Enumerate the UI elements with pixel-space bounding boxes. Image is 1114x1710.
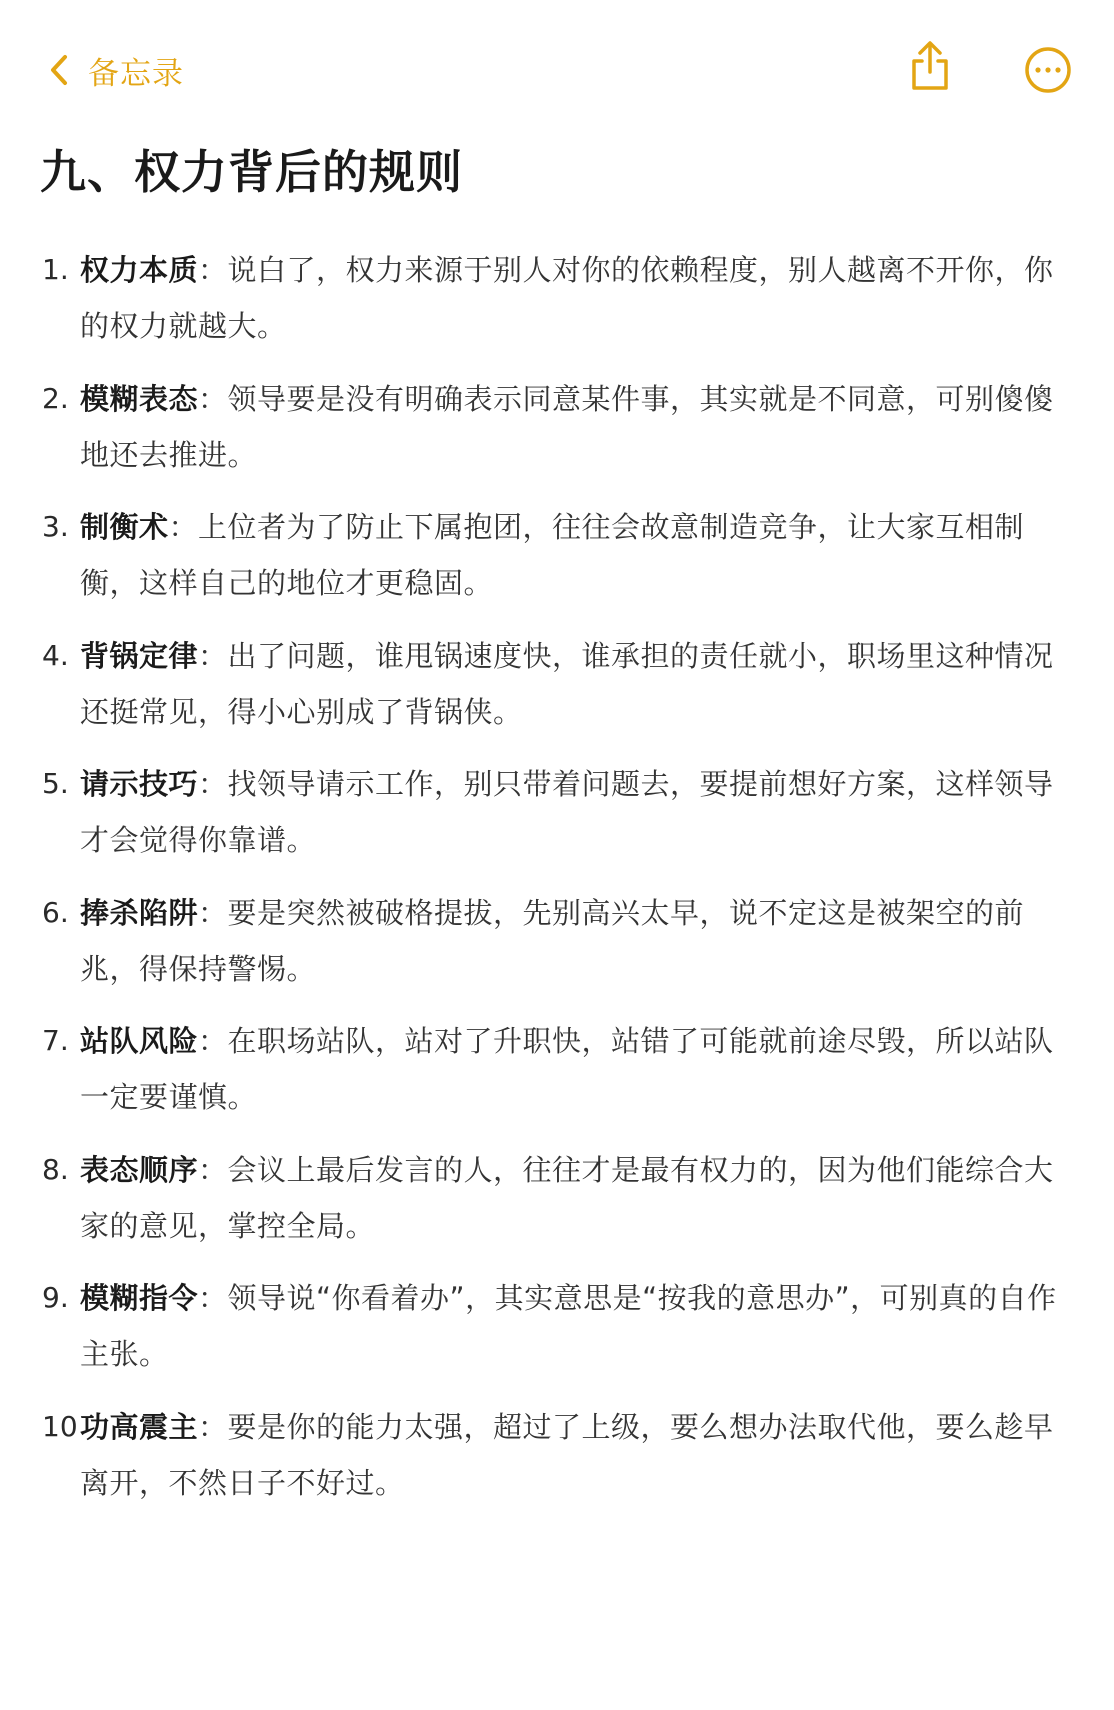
item-term: 制衡术 bbox=[80, 510, 169, 544]
item-number: 6. bbox=[42, 895, 69, 929]
rules-list bbox=[0, 236, 1114, 1521]
list-item bbox=[0, 236, 1114, 365]
item-term: 背锅定律 bbox=[80, 638, 199, 673]
back-label: 备忘录 bbox=[88, 55, 184, 92]
item-number: 9. bbox=[42, 1281, 69, 1314]
item-text: 模糊表态：领导要是没有明确表示同意某件事，其实就是不同意，可别傻傻地还去推进。 bbox=[80, 381, 1054, 472]
note-title: 九、权力背后的规则 bbox=[40, 145, 463, 199]
navigation-bar bbox=[0, 0, 1114, 140]
item-term: 模糊指令 bbox=[80, 1281, 199, 1315]
back-button[interactable] bbox=[48, 44, 184, 96]
chevron-left-icon bbox=[48, 53, 70, 87]
item-text: 请示技巧：找领导请示工作，别只带着问题去，要提前想好方案，这样领导才会觉得你靠谱。 bbox=[80, 767, 1054, 857]
item-term: 模糊表态 bbox=[80, 381, 199, 416]
item-term: 表态顺序 bbox=[80, 1152, 199, 1187]
item-term: 站队风险 bbox=[80, 1024, 199, 1058]
item-description: 说白了，权力来源于别人对你的依赖程度，别人越离不开你，你的权力就越大。 bbox=[80, 253, 1054, 343]
item-text: 功高震主：要是你的能力太强，超过了上级，要么想办法取代他，要么趁早离开，不然日子不好过。 bbox=[80, 1409, 1054, 1500]
item-number: 4. bbox=[42, 638, 69, 672]
item-description: 出了问题，谁甩锅速度快，谁承担的责任就小，职场里这种情况还挺常见，得小心别成了背锅侠。 bbox=[80, 638, 1054, 729]
item-term: 捧杀陷阱 bbox=[80, 895, 199, 930]
item-number: 3. bbox=[42, 510, 69, 543]
item-description: 领导说“你看着办”，其实意思是“按我的意思办”，可别真的自作主张。 bbox=[80, 1281, 1057, 1371]
item-description: 会议上最后发言的人，往往才是最有权力的，因为他们能综合大家的意见，掌控全局。 bbox=[80, 1152, 1054, 1243]
list-item bbox=[0, 750, 1114, 879]
item-term: 功高震主 bbox=[80, 1409, 199, 1444]
item-number: 8. bbox=[42, 1152, 69, 1186]
item-description: 找领导请示工作，别只带着问题去，要提前想好方案，这样领导才会觉得你靠谱。 bbox=[80, 767, 1054, 857]
more-icon[interactable] bbox=[1024, 46, 1072, 94]
item-description: 领导要是没有明确表示同意某件事，其实就是不同意，可别傻傻地还去推进。 bbox=[80, 381, 1054, 472]
list-item bbox=[0, 1264, 1114, 1393]
item-text: 权力本质：说白了，权力来源于别人对你的依赖程度，别人越离不开你，你的权力就越大。 bbox=[80, 253, 1054, 343]
list-item bbox=[0, 622, 1114, 751]
item-number: 7. bbox=[42, 1024, 69, 1057]
item-number: 10 bbox=[42, 1409, 78, 1443]
list-item bbox=[0, 1393, 1114, 1522]
list-item bbox=[0, 365, 1114, 494]
item-number: 5. bbox=[42, 767, 69, 800]
item-text: 制衡术：上位者为了防止下属抱团，往往会故意制造竞争，让大家互相制衡，这样自己的地位才更稳固。 bbox=[80, 510, 1025, 600]
item-description: 要是你的能力太强，超过了上级，要么想办法取代他，要么趁早离开，不然日子不好过。 bbox=[80, 1409, 1054, 1500]
item-number: 2. bbox=[42, 381, 69, 415]
item-text: 捧杀陷阱：要是突然被破格提拔，先别高兴太早，说不定这是被架空的前兆，得保持警惕。 bbox=[80, 895, 1025, 986]
item-term: 请示技巧 bbox=[80, 767, 199, 801]
item-number: 1. bbox=[42, 253, 69, 286]
item-description: 在职场站队，站对了升职快，站错了可能就前途尽毁，所以站队一定要谨慎。 bbox=[80, 1024, 1054, 1114]
list-item bbox=[0, 1136, 1114, 1265]
item-description: 要是突然被破格提拔，先别高兴太早，说不定这是被架空的前兆，得保持警惕。 bbox=[80, 895, 1025, 986]
list-item bbox=[0, 879, 1114, 1008]
item-description: 上位者为了防止下属抱团，往往会故意制造竞争，让大家互相制衡，这样自己的地位才更稳固。 bbox=[80, 510, 1025, 600]
item-text: 模糊指令：领导说“你看着办”，其实意思是“按我的意思办”，可别真的自作主张。 bbox=[80, 1281, 1057, 1371]
item-term: 权力本质 bbox=[80, 253, 199, 287]
share-icon[interactable] bbox=[906, 40, 954, 92]
list-item bbox=[0, 493, 1114, 622]
list-item bbox=[0, 1007, 1114, 1136]
item-text: 站队风险：在职场站队，站对了升职快，站错了可能就前途尽毁，所以站队一定要谨慎。 bbox=[80, 1024, 1054, 1114]
item-text: 表态顺序：会议上最后发言的人，往往才是最有权力的，因为他们能综合大家的意见，掌控全局。 bbox=[80, 1152, 1054, 1243]
item-text: 背锅定律：出了问题，谁甩锅速度快，谁承担的责任就小，职场里这种情况还挺常见，得小心别成了背锅侠。 bbox=[80, 638, 1054, 729]
